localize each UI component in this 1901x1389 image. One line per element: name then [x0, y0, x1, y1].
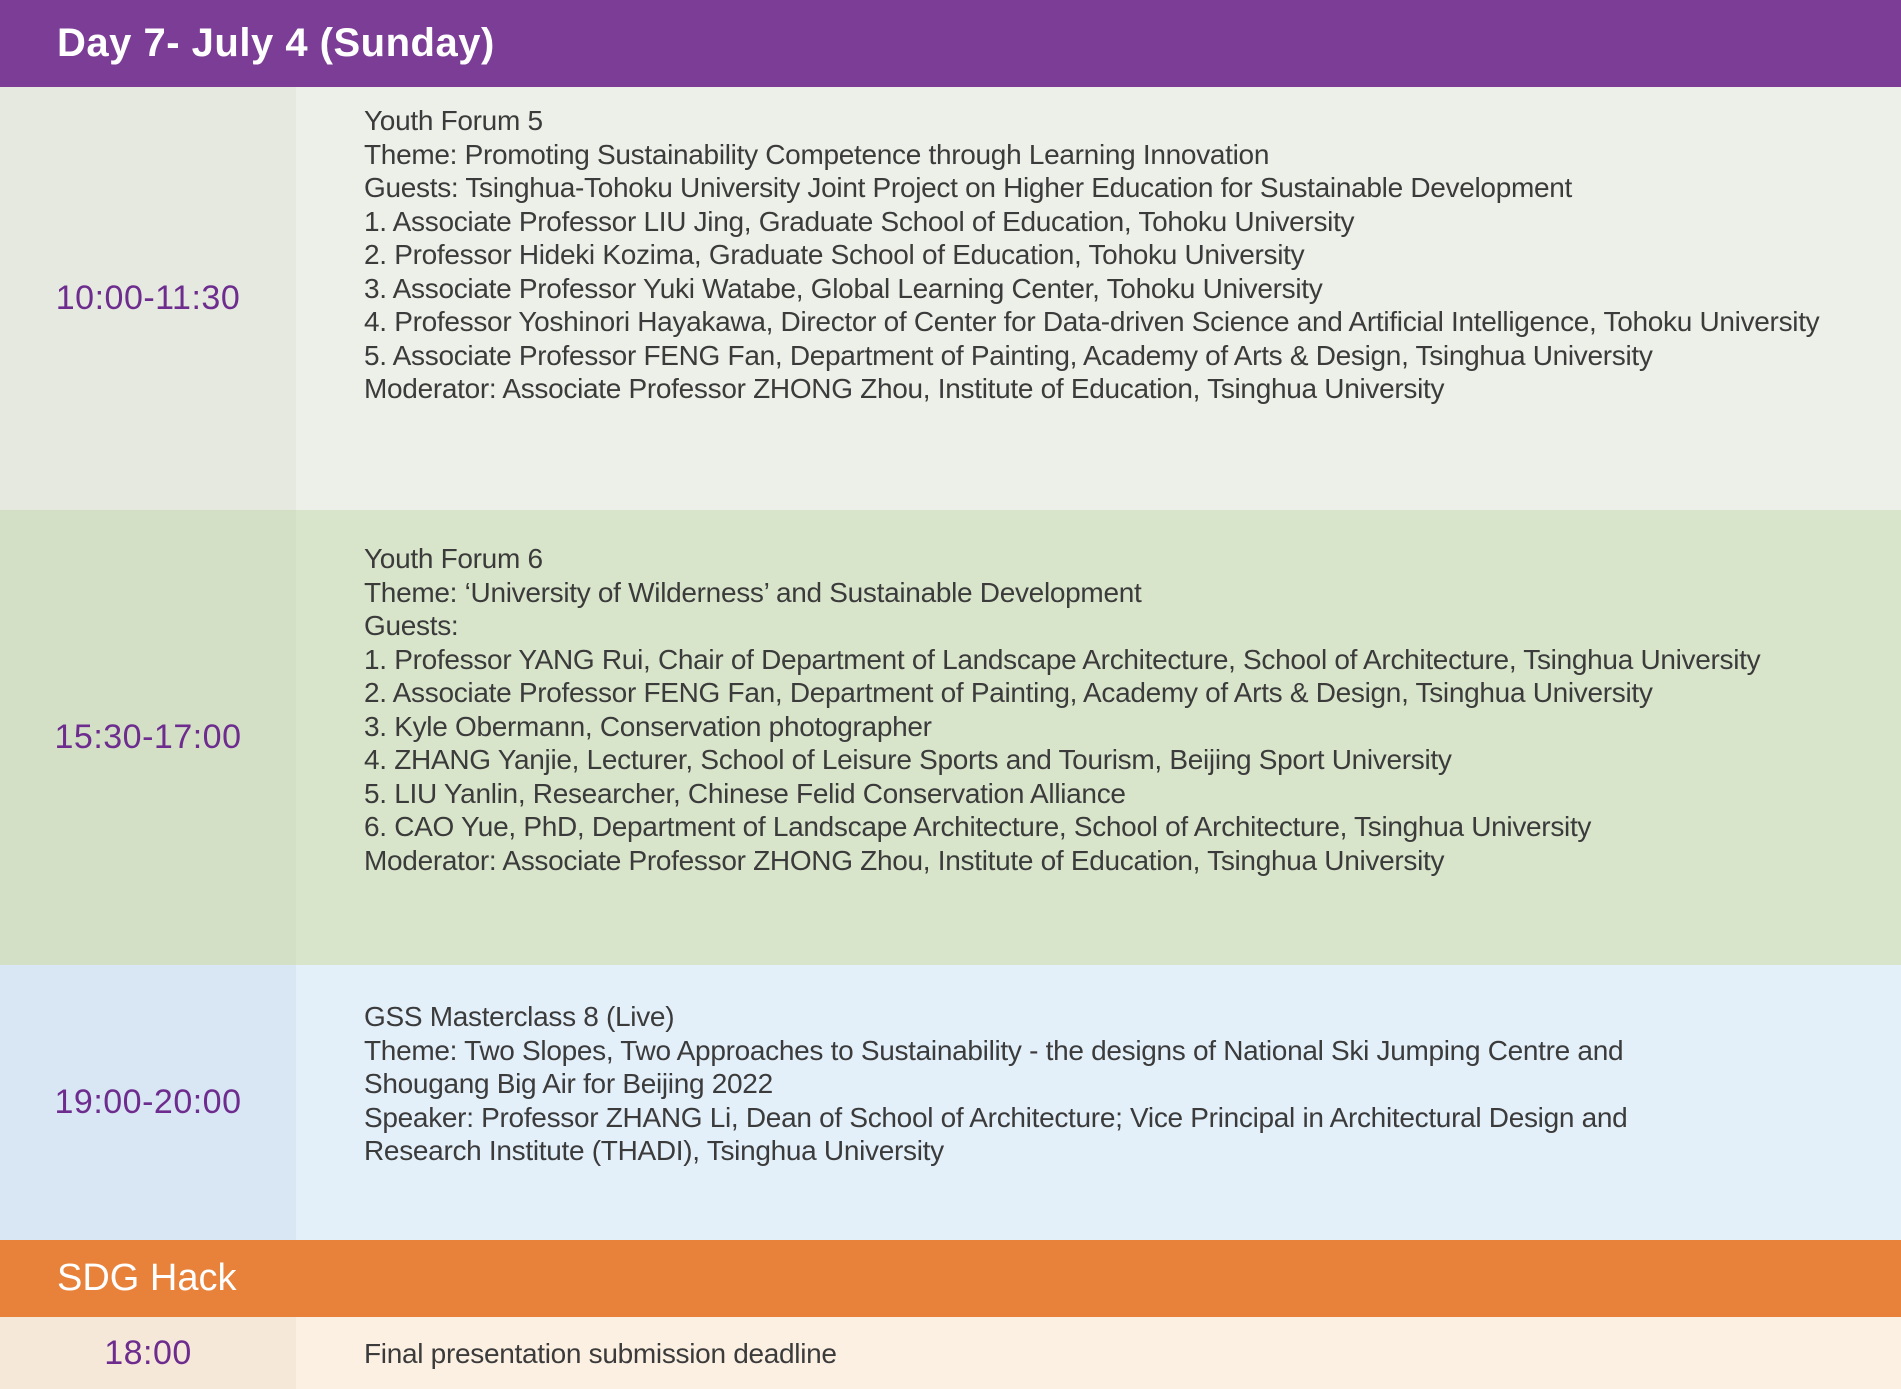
time-label: 10:00-11:30: [55, 279, 241, 317]
event-line: 3. Kyle Obermann, Conservation photographer: [364, 710, 932, 742]
event-line: 4. ZHANG Yanjie, Lecturer, School of Leisure Sports and Tourism, Beijing Sport University: [364, 744, 1452, 775]
event-line: 3. Associate Professor Yuki Watabe, Global Learning Center, Tohoku University: [364, 272, 1323, 304]
event-line: 2. Associate Professor FENG Fan, Department of Painting, Academy of Arts & Design, Tsinghua University: [364, 677, 1653, 708]
event-line: Speaker: Professor ZHANG Li, Dean of School of Architecture; Vice Principal in Architectural Design and: [364, 1101, 1628, 1133]
event-line: Youth Forum 6: [364, 543, 543, 574]
event-details: [296, 87, 1901, 510]
event-line: Theme: ‘University of Wilderness’ and Sustainable Development: [364, 576, 1142, 608]
event-line: 4. Professor Yoshinori Hayakawa, Director of Center for Data-driven Science and Artificial Intelligence, Tohoku University: [364, 306, 1820, 337]
time-label: 19:00-20:00: [54, 1083, 242, 1121]
schedule-row-gss-masterclass-8: [0, 965, 1901, 1240]
sdg-hack-title: SDG Hack: [57, 1257, 237, 1299]
time-cell: [0, 965, 296, 1240]
event-line: 1. Professor YANG Rui, Chair of Department of Landscape Architecture, School of Architecture, Tsinghua University: [364, 643, 1761, 675]
schedule-row-sdg-deadline: [0, 1317, 1901, 1389]
event-line: Youth Forum 5: [364, 105, 543, 136]
event-line: Guests:: [364, 610, 459, 641]
event-line: 2. Professor Hideki Kozima, Graduate School of Education, Tohoku University: [364, 239, 1305, 270]
event-line: Moderator: Associate Professor ZHONG Zhou, Institute of Education, Tsinghua University: [364, 844, 1445, 876]
event-line: Moderator: Associate Professor ZHONG Zhou, Institute of Education, Tsinghua University: [364, 373, 1445, 404]
event-details: [296, 1317, 1901, 1389]
schedule-row-youth-forum-6: [0, 510, 1901, 965]
event-line: Shougang Big Air for Beijing 2022: [364, 1068, 773, 1099]
time-label: 15:30-17:00: [54, 718, 242, 756]
time-cell: [0, 510, 296, 965]
time-cell: [0, 1317, 296, 1389]
event-details: [296, 965, 1901, 1240]
event-line: Theme: Promoting Sustainability Competence through Learning Innovation: [364, 138, 1270, 170]
event-details: [296, 510, 1901, 965]
event-line: Final presentation submission deadline: [364, 1338, 837, 1369]
event-line: 5. LIU Yanlin, Researcher, Chinese Felid Conservation Alliance: [364, 777, 1126, 809]
event-line: Guests: Tsinghua-Tohoku University Joint Project on Higher Education for Sustainable Development: [364, 172, 1573, 203]
event-line: 6. CAO Yue, PhD, Department of Landscape Architecture, School of Architecture, Tsinghua University: [364, 811, 1592, 842]
day-header-bar: [0, 0, 1901, 87]
event-line: 5. Associate Professor FENG Fan, Department of Painting, Academy of Arts & Design, Tsinghua University: [364, 339, 1653, 371]
event-line: 1. Associate Professor LIU Jing, Graduate School of Education, Tohoku University: [364, 205, 1355, 237]
schedule-row-youth-forum-5: [0, 87, 1901, 510]
event-line: GSS Masterclass 8 (Live): [364, 1001, 675, 1032]
event-line: Research Institute (THADI), Tsinghua University: [364, 1135, 944, 1166]
event-line: Theme: Two Slopes, Two Approaches to Sustainability - the designs of National Ski Jumping Centre and: [364, 1034, 1624, 1066]
time-cell: [0, 87, 296, 510]
sdg-hack-header-bar: [0, 1240, 1901, 1317]
day-title: Day 7- July 4 (Sunday): [57, 21, 495, 65]
time-label: 18:00: [104, 1333, 192, 1372]
